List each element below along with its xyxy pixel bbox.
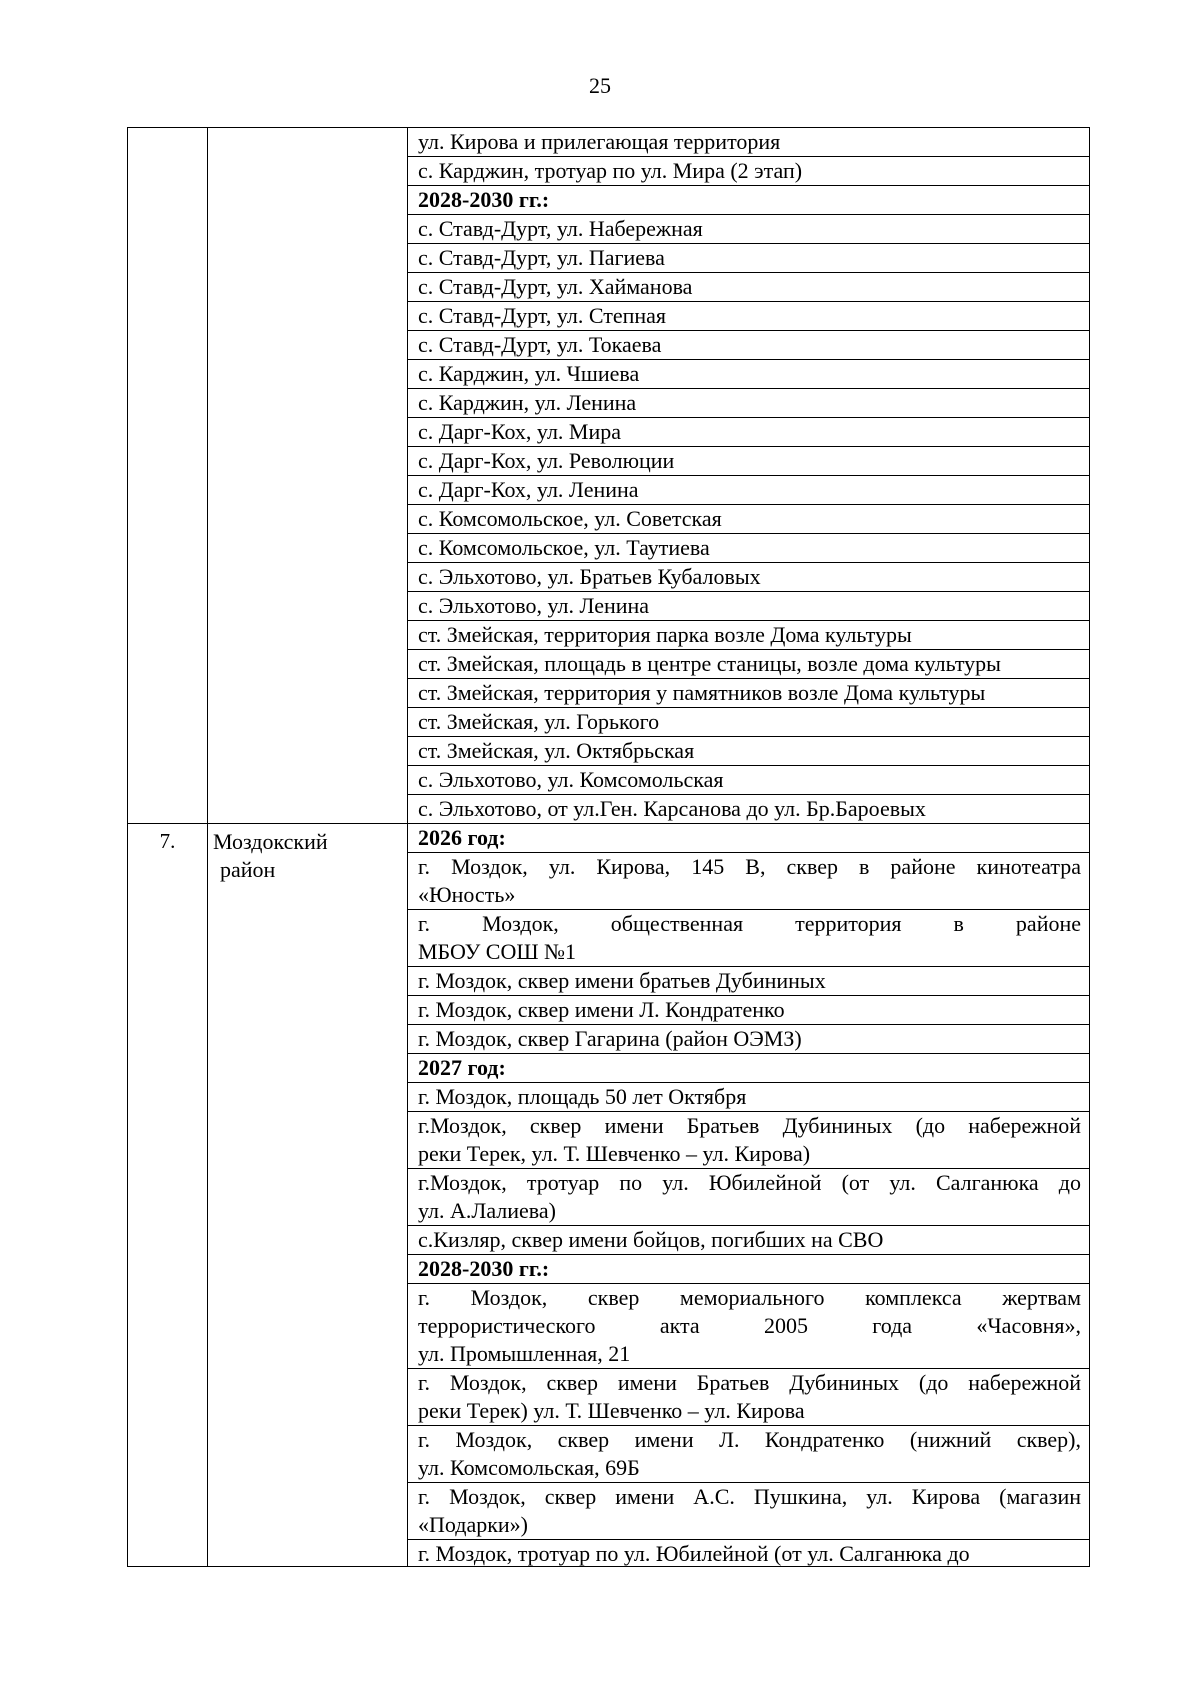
- list-item-line: МБОУ СОШ №1: [418, 939, 577, 964]
- list-item: с. Ставд-Дурт, ул. Хайманова: [408, 273, 1089, 302]
- list-item-line: г. Моздок, сквер имени Л. Кондратенко (нижний сквер),: [418, 1427, 1081, 1452]
- list-item: с. Ставд-Дурт, ул. Пагиева: [408, 244, 1089, 273]
- table-row-7: [128, 824, 1090, 1567]
- district-line-2: район: [220, 857, 276, 882]
- table-row-6-continued: [128, 128, 1090, 824]
- list-item-line: г.Моздок, сквер имени Братьев Дубининых (до набережной: [418, 1113, 1081, 1138]
- district-cell: [208, 128, 408, 824]
- improvement-table: [127, 127, 1090, 1567]
- list-item-line: ул. Промышленная, 21: [418, 1341, 631, 1366]
- list-item-line: г. Моздок, сквер имени А.С. Пушкина, ул. Кирова (магазин: [418, 1484, 1081, 1509]
- list-item: [408, 1369, 1089, 1426]
- district-line-1: Моздокский: [213, 829, 328, 854]
- list-item: ст. Змейская, ул. Октябрьская: [408, 737, 1089, 766]
- period-heading: 2027 год:: [408, 1054, 1089, 1083]
- list-item: с. Ставд-Дурт, ул. Набережная: [408, 215, 1089, 244]
- list-item: г. Моздок, тротуар по ул. Юбилейной (от ул. Салганюка до: [418, 1541, 970, 1566]
- list-item-line: «Подарки»): [418, 1512, 528, 1537]
- list-item-line: террористического акта 2005 года «Часовня»,: [418, 1313, 1081, 1338]
- page-number: 25: [589, 73, 611, 98]
- list-item: ст. Змейская, территория парка возле Дома культуры: [408, 621, 1089, 650]
- objects-cell: [408, 824, 1090, 1567]
- list-item: с. Ставд-Дурт, ул. Токаева: [408, 331, 1089, 360]
- list-item-line: ул. Комсомольская, 69Б: [418, 1455, 640, 1480]
- list-item: [408, 1169, 1089, 1226]
- list-item: [408, 853, 1089, 910]
- list-item: с. Ставд-Дурт, ул. Степная: [408, 302, 1089, 331]
- period-heading: 2028-2030 гг.:: [408, 1255, 1089, 1284]
- list-item-line: г. Моздок, ул. Кирова, 145 В, сквер в районе кинотеатра: [418, 854, 1081, 879]
- list-item: с. Дарг-Кох, ул. Революции: [408, 447, 1089, 476]
- list-item: с. Карджин, ул. Ленина: [408, 389, 1089, 418]
- row-number: 7.: [128, 824, 208, 1567]
- objects-cell: [408, 128, 1090, 824]
- list-item: ст. Змейская, площадь в центре станицы, возле дома культуры: [408, 650, 1089, 679]
- list-item: г. Моздок, сквер Гагарина (район ОЭМЗ): [408, 1025, 1089, 1054]
- list-item: с. Дарг-Кох, ул. Мира: [408, 418, 1089, 447]
- list-item-line: реки Терек, ул. Т. Шевченко – ул. Кирова): [418, 1141, 811, 1166]
- list-item: [408, 1284, 1089, 1369]
- list-item: с. Эльхотово, ул. Ленина: [408, 592, 1089, 621]
- list-item: с. Комсомольское, ул. Советская: [408, 505, 1089, 534]
- list-item: г. Моздок, сквер имени братьев Дубининых: [408, 967, 1089, 996]
- list-item-line: г. Моздок, общественная территория в районе: [418, 911, 1081, 936]
- list-item-line: г. Моздок, сквер имени Братьев Дубининых (до набережной: [418, 1370, 1081, 1395]
- list-item: ст. Змейская, ул. Горького: [408, 708, 1089, 737]
- list-item: ст. Змейская, территория у памятников возле Дома культуры: [408, 679, 1089, 708]
- list-item-line: г. Моздок, сквер мемориального комплекса жертвам: [418, 1285, 1081, 1310]
- list-item-line: «Юность»: [418, 882, 516, 907]
- list-item: с. Дарг-Кох, ул. Ленина: [408, 476, 1089, 505]
- list-item: г. Моздок, площадь 50 лет Октября: [408, 1083, 1089, 1112]
- district-name: [208, 824, 408, 1567]
- period-heading: 2026 год:: [408, 824, 1089, 853]
- list-item: [408, 1483, 1089, 1540]
- list-item: [408, 910, 1089, 967]
- number-cell: [128, 128, 208, 824]
- list-item-line: г.Моздок, тротуар по ул. Юбилейной (от ул. Салганюка до: [418, 1170, 1081, 1195]
- list-item: с. Комсомольское, ул. Таутиева: [408, 534, 1089, 563]
- list-item: с. Эльхотово, ул. Братьев Кубаловых: [408, 563, 1089, 592]
- list-item: г. Моздок, сквер имени Л. Кондратенко: [408, 996, 1089, 1025]
- list-item: ул. Кирова и прилегающая территория: [408, 128, 1089, 157]
- list-item: с. Карджин, тротуар по ул. Мира (2 этап): [408, 157, 1089, 186]
- period-heading: 2028-2030 гг.:: [408, 186, 1089, 215]
- list-item: с. Эльхотово, ул. Комсомольская: [408, 766, 1089, 795]
- list-item-line: реки Терек) ул. Т. Шевченко – ул. Кирова: [418, 1398, 805, 1423]
- list-item: с.Кизляр, сквер имени бойцов, погибших на СВО: [408, 1226, 1089, 1255]
- list-item: [408, 1112, 1089, 1169]
- list-item: с. Карджин, ул. Чшиева: [408, 360, 1089, 389]
- list-item-line: ул. А.Лалиева): [418, 1198, 556, 1223]
- list-item: [408, 1426, 1089, 1483]
- list-item: с. Эльхотово, от ул.Ген. Карсанова до ул. Бр.Бароевых: [418, 796, 926, 821]
